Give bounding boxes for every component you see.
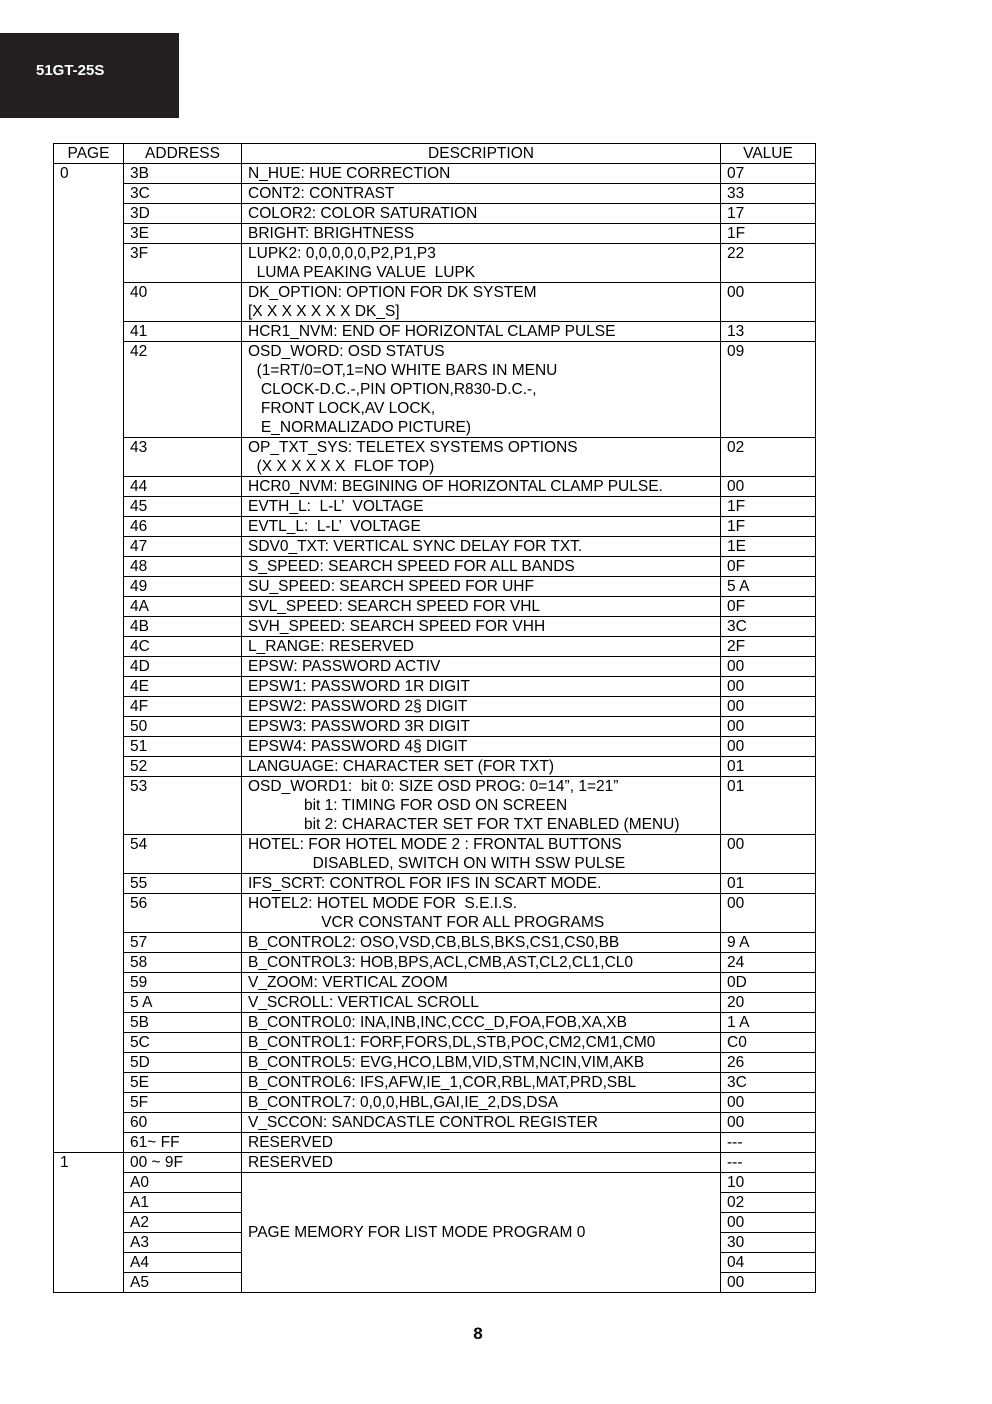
value-cell: 33 [721,184,816,204]
table-row [54,737,816,757]
table-row [54,577,816,597]
value-cell: 17 [721,204,816,224]
table-row [54,1173,816,1193]
register-table [53,143,816,1293]
value-cell: C0 [721,1033,816,1053]
col-header-address: ADDRESS [124,144,242,164]
address-cell: A4 [124,1253,242,1273]
table-row [54,617,816,637]
table-row [54,677,816,697]
value-cell: 2F [721,637,816,657]
description-cell: L_RANGE: RESERVED [242,637,721,657]
table-body [54,164,816,1293]
address-cell: 40 [124,283,242,322]
value-cell: 00 [721,1093,816,1113]
value-cell: 13 [721,322,816,342]
value-cell: 07 [721,164,816,184]
description-cell: B_CONTROL5: EVG,HCO,LBM,VID,STM,NCIN,VIM,AKB [242,1053,721,1073]
value-cell: 00 [721,697,816,717]
description-cell: EVTL_L: L-L’ VOLTAGE [242,517,721,537]
description-cell: N_HUE: HUE CORRECTION [242,164,721,184]
value-cell: 01 [721,757,816,777]
value-cell: 22 [721,244,816,283]
value-cell: 1F [721,224,816,244]
value-cell: 00 [721,835,816,874]
address-cell: A0 [124,1173,242,1193]
address-cell: 3D [124,204,242,224]
value-cell: 00 [721,677,816,697]
value-cell: 20 [721,993,816,1013]
address-cell: 5F [124,1093,242,1113]
value-cell: 00 [721,1273,816,1293]
table-row [54,657,816,677]
value-cell: 9 A [721,933,816,953]
description-cell: PAGE MEMORY FOR LIST MODE PROGRAM 0 [242,1173,721,1293]
address-cell: A2 [124,1213,242,1233]
description-cell: B_CONTROL2: OSO,VSD,CB,BLS,BKS,CS1,CS0,BB [242,933,721,953]
value-cell: 1F [721,497,816,517]
table-row [54,953,816,973]
table-row [54,933,816,953]
table-row [54,1153,816,1173]
address-cell: 50 [124,717,242,737]
value-cell: 00 [721,1213,816,1233]
description-cell: RESERVED [242,1153,721,1173]
description-cell: V_ZOOM: VERTICAL ZOOM [242,973,721,993]
address-cell: 49 [124,577,242,597]
value-cell: --- [721,1133,816,1153]
value-cell: 24 [721,953,816,973]
table-row [54,1033,816,1053]
description-cell: CONT2: CONTRAST [242,184,721,204]
address-cell: 4C [124,637,242,657]
description-cell: HOTEL: FOR HOTEL MODE 2 : FRONTAL BUTTONS DISABLED, SWITCH ON WITH SSW PULSE [242,835,721,874]
table-header-row [54,144,816,164]
table-row [54,283,816,322]
table-row [54,894,816,933]
address-cell: 54 [124,835,242,874]
description-cell: SVH_SPEED: SEARCH SPEED FOR VHH [242,617,721,637]
address-cell: 61~ FF [124,1133,242,1153]
address-cell: 5B [124,1013,242,1033]
table-row [54,557,816,577]
value-cell: 02 [721,438,816,477]
value-cell: 00 [721,737,816,757]
address-cell: 4E [124,677,242,697]
value-cell: 0D [721,973,816,993]
value-cell: 3C [721,617,816,637]
address-cell: 58 [124,953,242,973]
description-cell: EVTH_L: L-L’ VOLTAGE [242,497,721,517]
address-cell: 59 [124,973,242,993]
table-row [54,537,816,557]
address-cell: A1 [124,1193,242,1213]
address-cell: 00 ~ 9F [124,1153,242,1173]
description-cell: EPSW4: PASSWORD 4§ DIGIT [242,737,721,757]
description-cell: SU_SPEED: SEARCH SPEED FOR UHF [242,577,721,597]
address-cell: A3 [124,1233,242,1253]
address-cell: 45 [124,497,242,517]
value-cell: 0F [721,597,816,617]
table-row [54,1133,816,1153]
description-cell: SDV0_TXT: VERTICAL SYNC DELAY FOR TXT. [242,537,721,557]
table-row [54,717,816,737]
address-cell: 3E [124,224,242,244]
description-cell: EPSW: PASSWORD ACTIV [242,657,721,677]
address-cell: 3B [124,164,242,184]
table-row [54,244,816,283]
description-cell: S_SPEED: SEARCH SPEED FOR ALL BANDS [242,557,721,577]
address-cell: 60 [124,1113,242,1133]
table-row [54,993,816,1013]
value-cell: --- [721,1153,816,1173]
description-cell: EPSW1: PASSWORD 1R DIGIT [242,677,721,697]
address-cell: 48 [124,557,242,577]
description-cell: B_CONTROL7: 0,0,0,HBL,GAI,IE_2,DS,DSA [242,1093,721,1113]
address-cell: 4F [124,697,242,717]
table-row [54,184,816,204]
table-row [54,1093,816,1113]
description-cell: LUPK2: 0,0,0,0,0,P2,P1,P3 LUMA PEAKING VALUE LUPK [242,244,721,283]
value-cell: 00 [721,717,816,737]
value-cell: 26 [721,1053,816,1073]
table-row [54,322,816,342]
address-cell: 41 [124,322,242,342]
table-row [54,517,816,537]
value-cell: 04 [721,1253,816,1273]
value-cell: 01 [721,874,816,894]
value-cell: 1E [721,537,816,557]
address-cell: 56 [124,894,242,933]
col-header-value: VALUE [721,144,816,164]
value-cell: 00 [721,283,816,322]
value-cell: 10 [721,1173,816,1193]
address-cell: 43 [124,438,242,477]
description-cell: EPSW3: PASSWORD 3R DIGIT [242,717,721,737]
description-cell: HOTEL2: HOTEL MODE FOR S.E.I.S. VCR CONSTANT FOR ALL PROGRAMS [242,894,721,933]
value-cell: 1 A [721,1013,816,1033]
table-row [54,477,816,497]
address-cell: 5C [124,1033,242,1053]
description-cell: V_SCCON: SANDCASTLE CONTROL REGISTER [242,1113,721,1133]
address-cell: 47 [124,537,242,557]
description-cell: LANGUAGE: CHARACTER SET (FOR TXT) [242,757,721,777]
value-cell: 02 [721,1193,816,1213]
address-cell: 57 [124,933,242,953]
model-header-box [0,33,179,118]
page-cell: 0 [54,164,124,1153]
description-cell: B_CONTROL0: INA,INB,INC,CCC_D,FOA,FOB,XA,XB [242,1013,721,1033]
description-cell: EPSW2: PASSWORD 2§ DIGIT [242,697,721,717]
table-row [54,835,816,874]
address-cell: 44 [124,477,242,497]
description-cell: OSD_WORD1: bit 0: SIZE OSD PROG: 0=14”, 1=21” bit 1: TIMING FOR OSD ON SCREEN bit 2: CHARACTER SET FOR TXT ENABLED (MENU) [242,777,721,835]
description-cell: OP_TXT_SYS: TELETEX SYSTEMS OPTIONS (X X X X X X FLOF TOP) [242,438,721,477]
description-cell: COLOR2: COLOR SATURATION [242,204,721,224]
col-header-description: DESCRIPTION [242,144,721,164]
address-cell: 3C [124,184,242,204]
table-row [54,973,816,993]
value-cell: 5 A [721,577,816,597]
table-row [54,1073,816,1093]
table-row [54,1053,816,1073]
address-cell: 46 [124,517,242,537]
address-cell: 4D [124,657,242,677]
address-cell: 42 [124,342,242,438]
value-cell: 00 [721,894,816,933]
address-cell: 52 [124,757,242,777]
address-cell: 5D [124,1053,242,1073]
description-cell: HCR0_NVM: BEGINING OF HORIZONTAL CLAMP PULSE. [242,477,721,497]
address-cell: A5 [124,1273,242,1293]
table-row [54,597,816,617]
table-row [54,438,816,477]
value-cell: 30 [721,1233,816,1253]
description-cell: B_CONTROL3: HOB,BPS,ACL,CMB,AST,CL2,CL1,CL0 [242,953,721,973]
table-row [54,1113,816,1133]
table-row [54,164,816,184]
value-cell: 0F [721,557,816,577]
model-label: 51GT-25S [36,62,105,79]
description-cell: HCR1_NVM: END OF HORIZONTAL CLAMP PULSE [242,322,721,342]
table-row [54,637,816,657]
table-row [54,874,816,894]
value-cell: 00 [721,1113,816,1133]
table-row [54,1013,816,1033]
description-cell: BRIGHT: BRIGHTNESS [242,224,721,244]
value-cell: 00 [721,477,816,497]
description-cell: RESERVED [242,1133,721,1153]
address-cell: 4A [124,597,242,617]
address-cell: 53 [124,777,242,835]
table-row [54,697,816,717]
description-cell: SVL_SPEED: SEARCH SPEED FOR VHL [242,597,721,617]
description-cell: OSD_WORD: OSD STATUS (1=RT/0=OT,1=NO WHITE BARS IN MENU CLOCK-D.C.-,PIN OPTION,R830-D.C.-, FRONT LOCK,AV LOCK, E_NORMALIZADO PICTURE) [242,342,721,438]
value-cell: 01 [721,777,816,835]
table-row [54,497,816,517]
value-cell: 00 [721,657,816,677]
description-cell: V_SCROLL: VERTICAL SCROLL [242,993,721,1013]
address-cell: 51 [124,737,242,757]
description-cell: DK_OPTION: OPTION FOR DK SYSTEM [X X X X X X X DK_S] [242,283,721,322]
table-row [54,224,816,244]
page-cell: 1 [54,1153,124,1293]
value-cell: 1F [721,517,816,537]
value-cell: 3C [721,1073,816,1093]
address-cell: 4B [124,617,242,637]
description-cell: B_CONTROL1: FORF,FORS,DL,STB,POC,CM2,CM1,CM0 [242,1033,721,1053]
col-header-page: PAGE [54,144,124,164]
address-cell: 5E [124,1073,242,1093]
table-row [54,757,816,777]
table-row [54,777,816,835]
address-cell: 55 [124,874,242,894]
table-row [54,342,816,438]
description-cell: IFS_SCRT: CONTROL FOR IFS IN SCART MODE. [242,874,721,894]
table-row [54,204,816,224]
page-number: 8 [473,1324,483,1343]
value-cell: 09 [721,342,816,438]
description-cell: B_CONTROL6: IFS,AFW,IE_1,COR,RBL,MAT,PRD,SBL [242,1073,721,1093]
address-cell: 3F [124,244,242,283]
address-cell: 5 A [124,993,242,1013]
